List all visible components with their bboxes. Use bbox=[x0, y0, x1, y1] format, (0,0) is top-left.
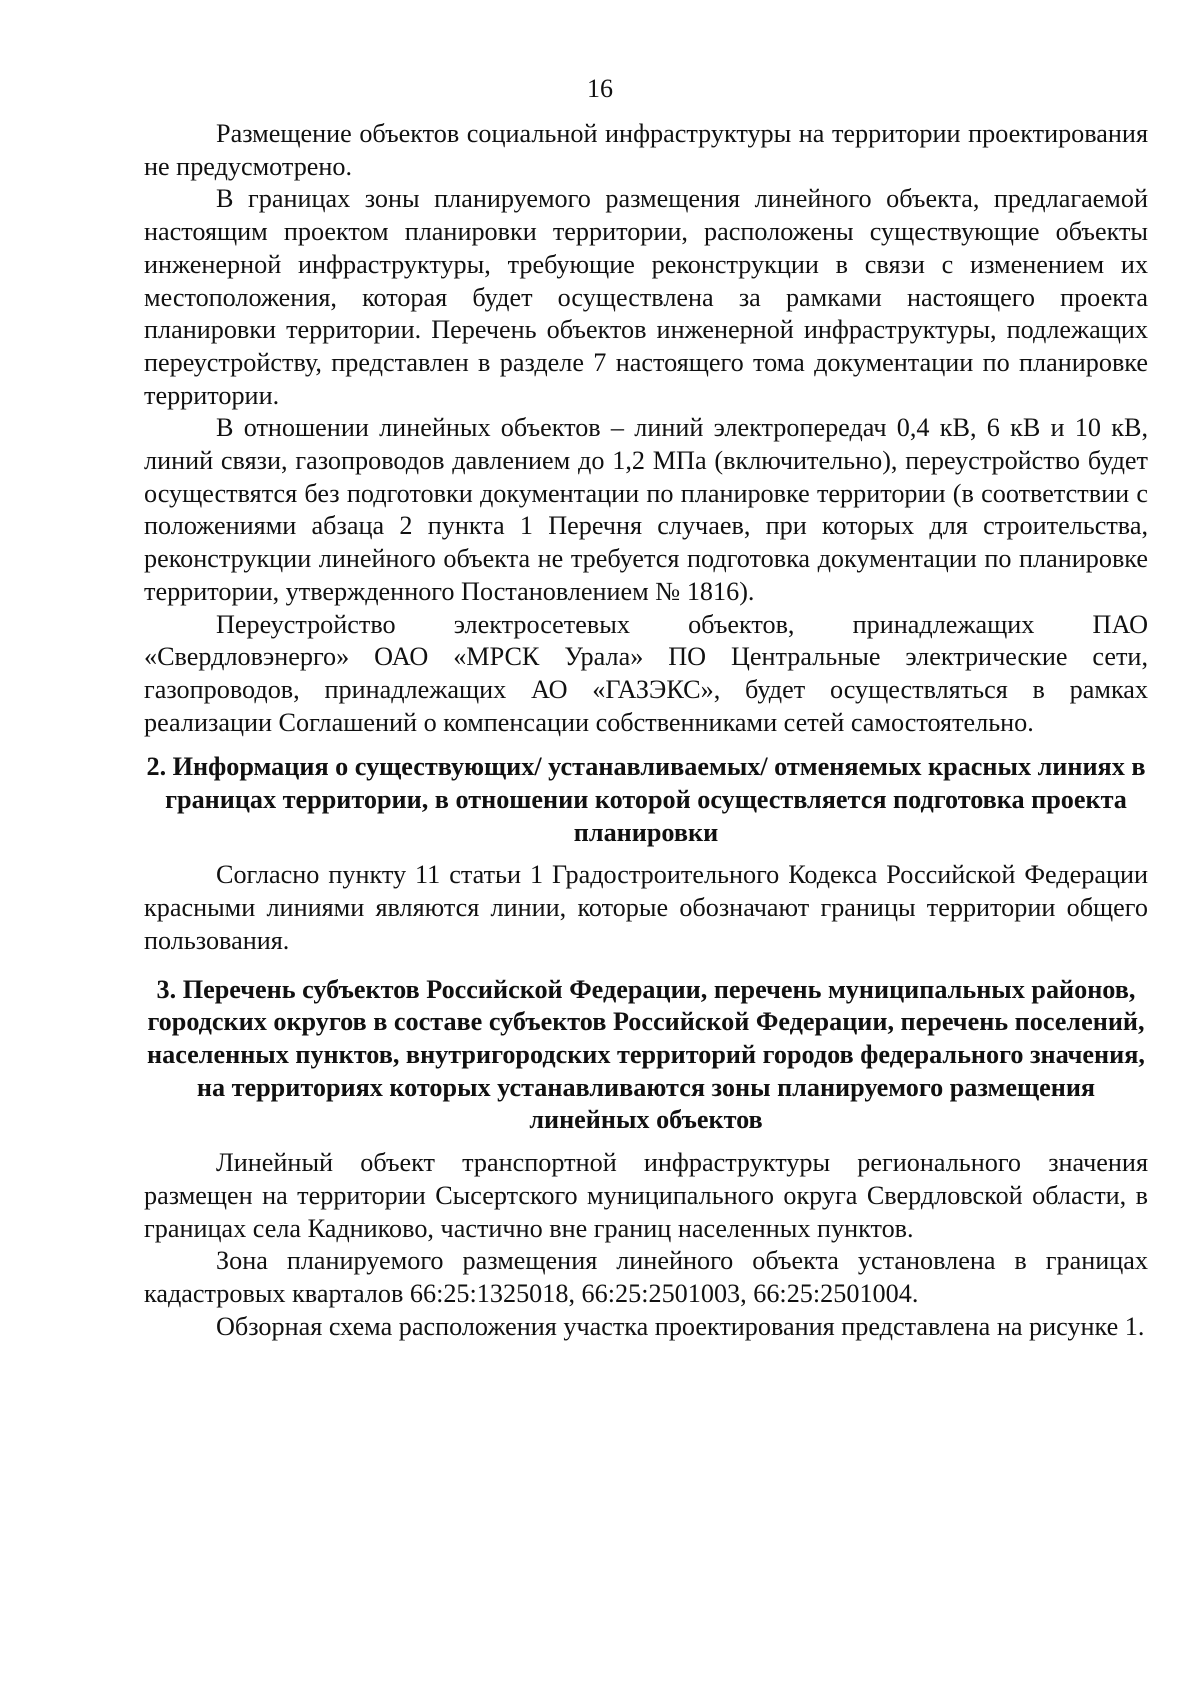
paragraph: Размещение объектов социальной инфраструктуры на территории проектирования не предусмотрено. bbox=[144, 119, 1148, 181]
section-3-heading: 3. Перечень субъектов Российской Федерации, перечень муниципальных районов, городских округов в составе субъектов Российской Федерации, перечень поселений, населенных пунктов, внутригородских территорий городов федерального значения, на территориях которых устанавливаются зоны планируемого размещения линейных объектов bbox=[147, 974, 1145, 1135]
paragraph: В границах зоны планируемого размещения линейного объекта, предлагаемой настоящим проектом планировки территории, расположены существующие объекты инженерной инфраструктуры, требующие реконструкции в связи с изменением их местоположения, которая будет осуществлена за рамками настоящего проекта планировки территории. Перечень объектов инженерной инфраструктуры, подлежащих переустройству, представлен в разделе 7 настоящего тома документации по планировке территории. bbox=[144, 184, 1148, 410]
paragraph: Зона планируемого размещения линейного объекта установлена в границах кадастровых кварталов 66:25:1325018, 66:25:2501003, 66:25:2501004. bbox=[144, 1246, 1148, 1308]
paragraph: Согласно пункту 11 статьи 1 Градостроительного Кодекса Российской Федерации красными линиями являются линии, которые обозначают границы территории общего пользования. bbox=[144, 860, 1148, 955]
section-2-heading: 2. Информация о существующих/ устанавливаемых/ отменяемых красных линиях в границах территории, в отношении которой осуществляется подготовка проекта планировки bbox=[146, 752, 1146, 847]
paragraph: Линейный объект транспортной инфраструктуры регионального значения размещен на территории Сысертского муниципального округа Свердловской области, в границах села Кадниково, частично вне границ населенных пунктов. bbox=[144, 1148, 1148, 1243]
paragraph: Переустройство электросетевых объектов, принадлежащих ПАО «Свердловэнерго» ОАО «МРСК Урала» ПО Центральные электрические сети, газопроводов, принадлежащих АО «ГАЗЭКС», будет осуществляться в рамках реализации Соглашений о компенсации собственниками сетей самостоятельно. bbox=[144, 609, 1148, 737]
paragraph: Обзорная схема расположения участка проектирования представлена на рисунке 1. bbox=[216, 1311, 1145, 1341]
document-body bbox=[144, 118, 1148, 1343]
paragraph: В отношении линейных объектов – линий электропередач 0,4 кВ, 6 кВ и 10 кВ, линий связи, газопроводов давлением до 1,2 МПа (включительно), переустройство будет осуществятся без подготовки документации по планировке территории (в соответствии с положениями абзаца 2 пункта 1 Перечня случаев, при которых для строительства, реконструкции линейного объекта не требуется подготовка документации по планировке территории, утвержденного Постановлением № 1816). bbox=[144, 413, 1148, 606]
page-number: 16 bbox=[587, 74, 613, 103]
